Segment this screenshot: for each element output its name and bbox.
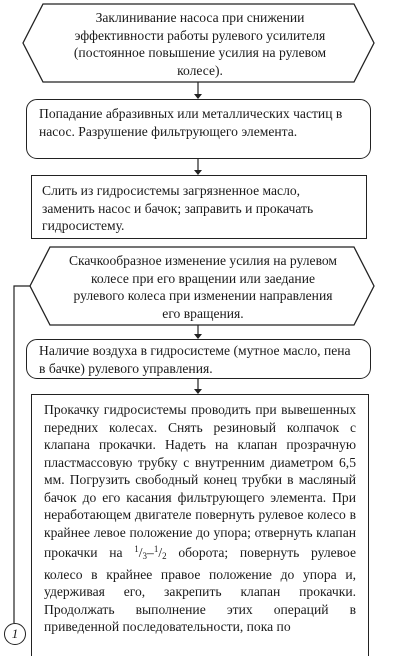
symptom-2-box [64, 250, 342, 323]
fraction-2-denominator: 2 [162, 551, 167, 561]
continuation-marker-label: 1 [11, 626, 19, 641]
cause-2-text: Наличие воздуха в гидросистеме (мутное масло, пена в бачке) рулевого управления. [39, 343, 351, 376]
fraction-1-numerator: 1 [134, 544, 139, 554]
symptom-1-text: Заклинивание насоса при снижении эффективности работы рулевого усилителя (постоянное повышение усилия на рулевом колесе). [73, 10, 327, 78]
remedy-1-box [31, 175, 367, 239]
remedy-2-text-part-2: оборота; повернуть рулевое колесо в крайнее правое положение до упора и, удерживая его, закрепить клапан прокачки. Продолжать выполнение этих операций в приведенной последовательности, пока по [44, 545, 357, 634]
continuation-marker [4, 623, 26, 645]
cause-1-text: Попадание абразивных или металлических частиц в насос. Разрушение фильтрующего элемента. [39, 106, 343, 139]
remedy-2-text-part-1: Прокачку гидросистемы проводить при вывешенных передних колесах. Снять резиновый колпачок с клапана прокачки. Надеть на клапан прозрачную пластмассовую трубку с внутренним диаметром 6,5 мм. Погрузить свободный конец трубки в масляный бачок до его касания фильтрующего элемента. При неработающем двигателе повернуть рулевое колесо в крайнее левое положение до упора; отвернуть клапан прокачки на [44, 402, 356, 560]
symptom-1-box [55, 7, 345, 80]
cause-2-box [26, 339, 371, 379]
fraction-2-numerator: 1 [153, 544, 159, 554]
branch-line [14, 286, 30, 623]
remedy-1-text: Слить из гидросистемы загрязненное масло, заменить насос и бачок; заправить и прокачать гидросистему. [42, 183, 314, 233]
cause-1-box [26, 99, 371, 159]
fraction-1-denominator: 3 [142, 551, 148, 561]
symptom-2-text: Скачкообразное изменение усилия на рулевом колесе при его вращении или заедание рулевого колеса при изменении направления его вращения. [68, 253, 338, 321]
remedy-2-box: Прокачку гидросистемы проводить при вывешенных передних колесах. Снять резиновый колпачок с клапана прокачки. Надеть на клапан прозрачную пластмассовую трубку с внутренним диаметром 6,5 мм. Погрузить свободный конец трубки в масляный бачок до его касания фильтрующего элемента. При неработающем двигателе повернуть рулевое колесо в крайнее левое положение до упора; отвернуть клапан прокачки на $^1/_3-^1/_2$ оборота; повернуть рулевое колесо в крайнее правое положение до упора и, удерживая его, закрепить клапан прокачки. Продолжать выполнение этих операций в приведенной последовательности, пока по [31, 394, 369, 656]
fraction-separator: – [147, 545, 154, 560]
